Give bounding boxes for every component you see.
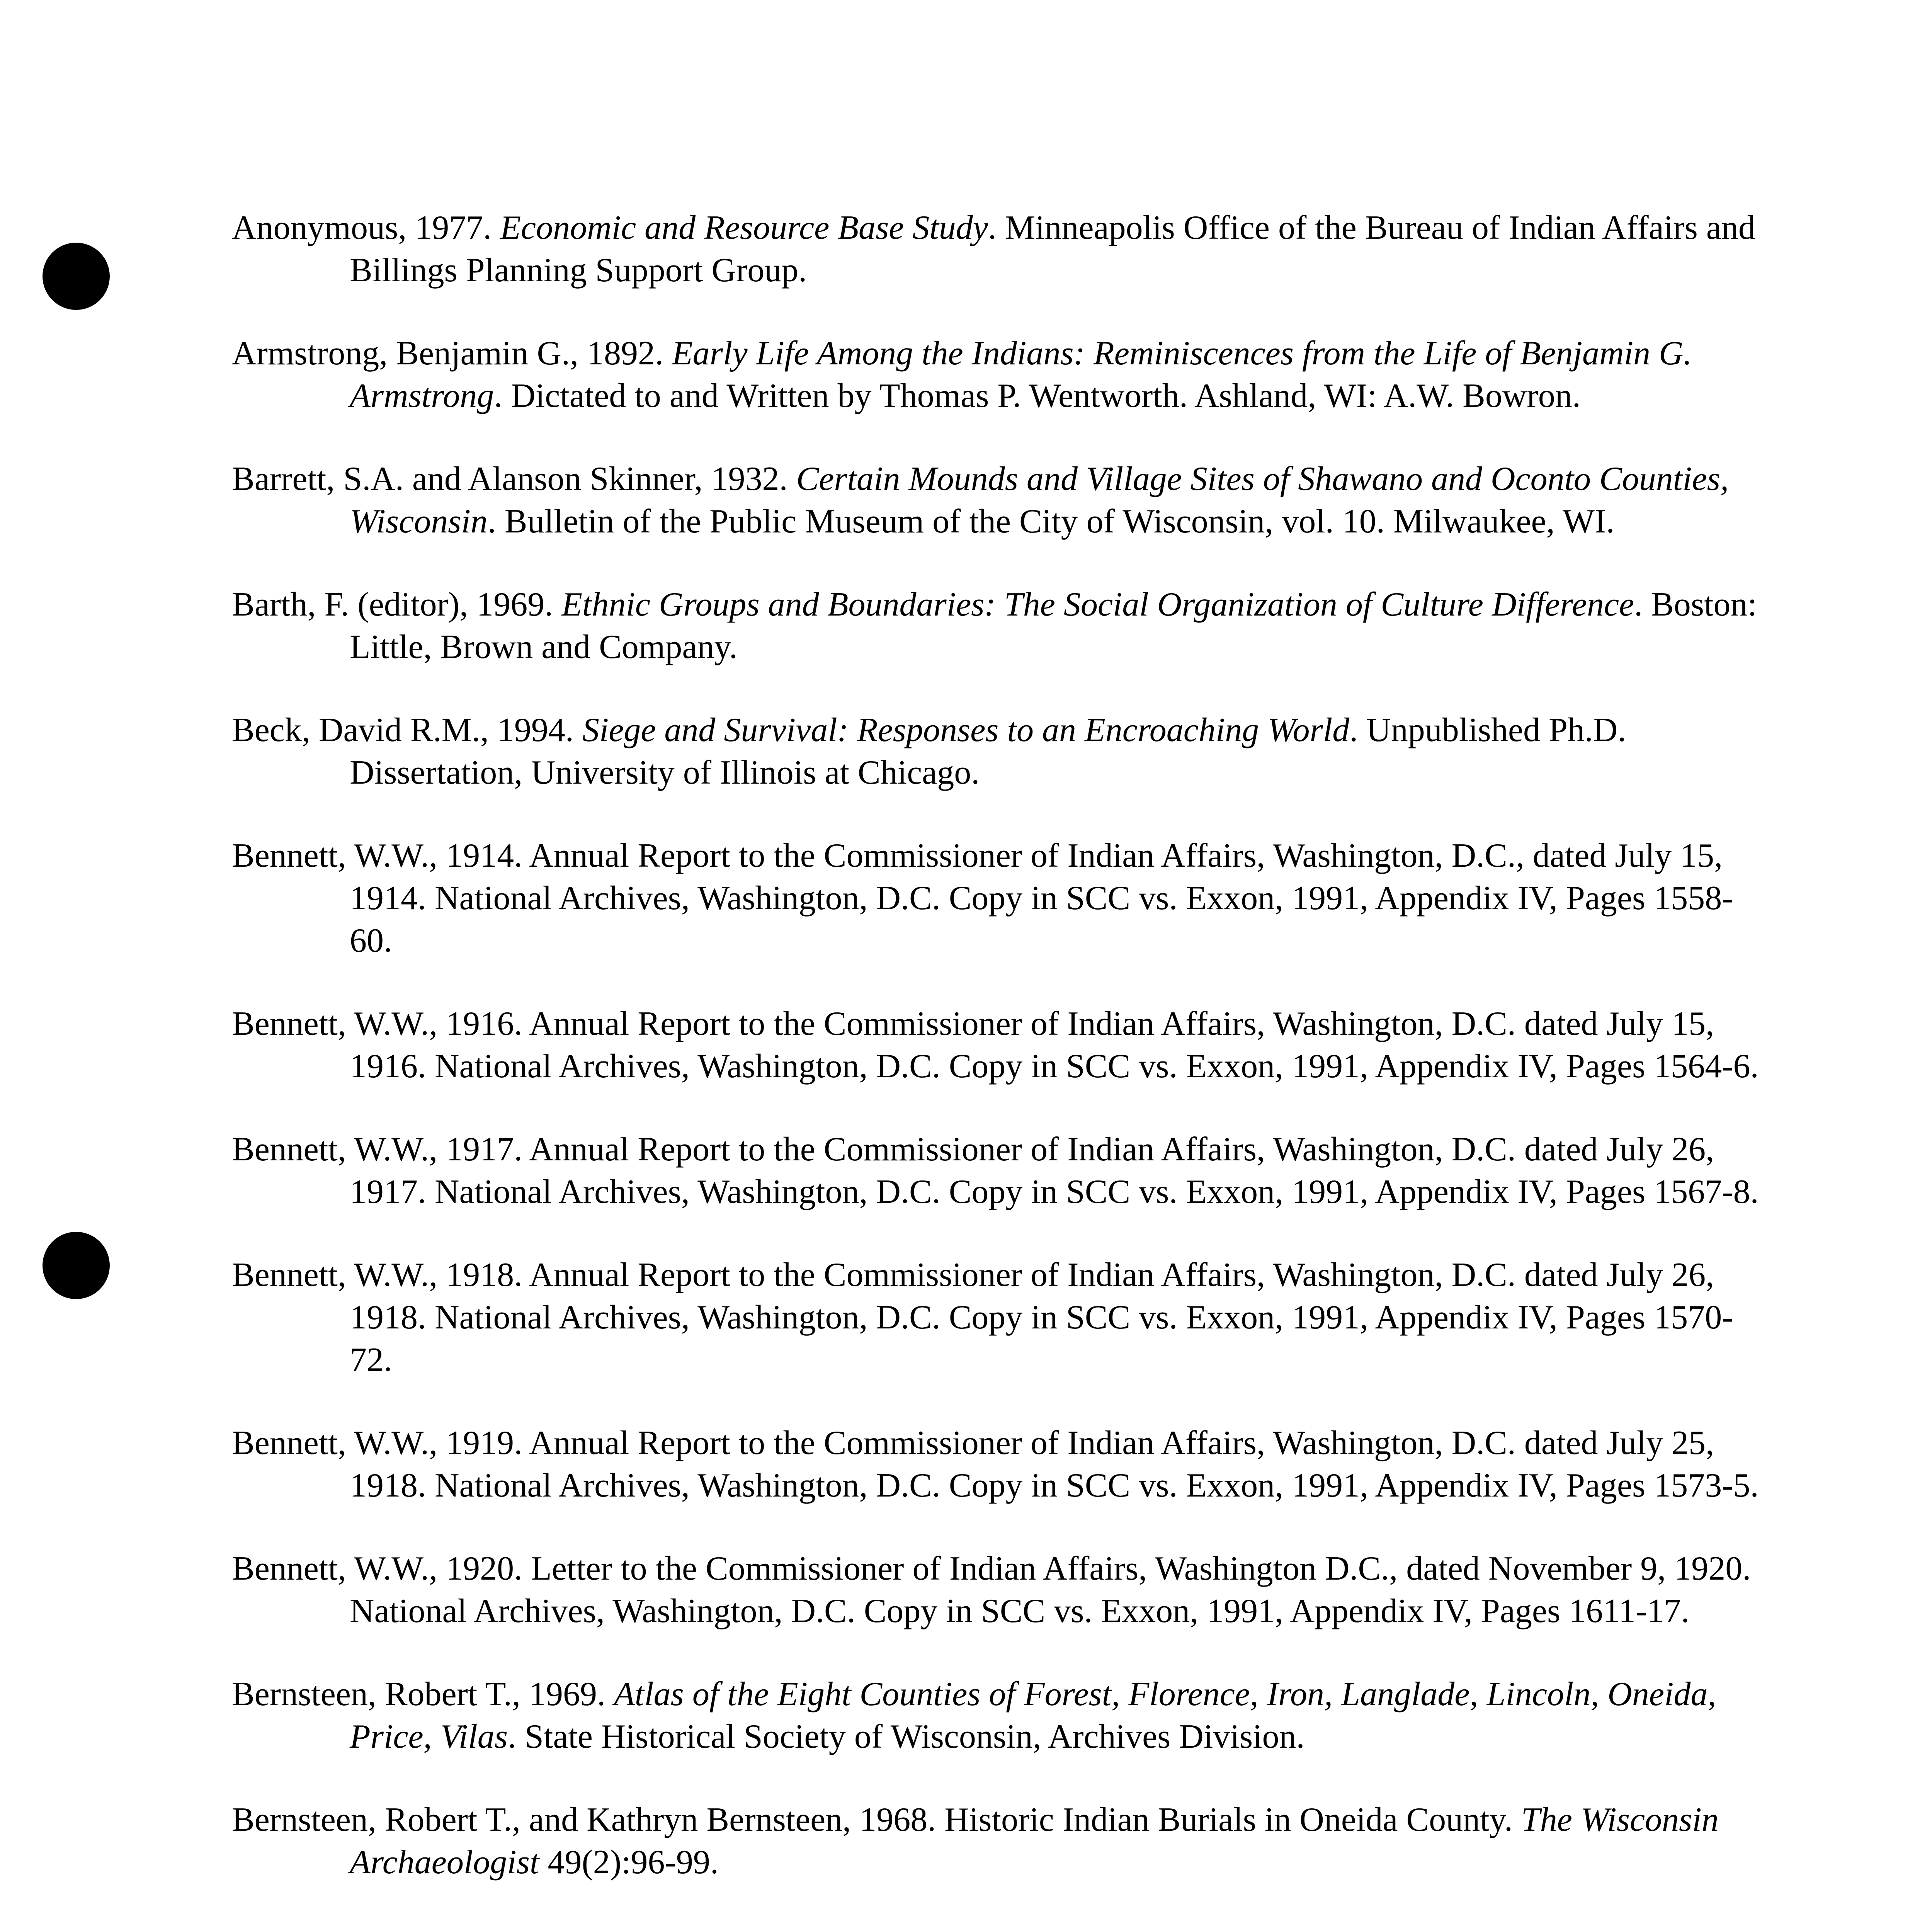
reference-entry: Bennett, W.W., 1917. Annual Report to the Commissioner of Indian Affairs, Washington, D.C. dated July 26, 1917. National Archives, Washington, D.C. Copy in SCC vs. Exxon, 1991, Appendix IV, Pages 1567-8.	[232, 1131, 1759, 1211]
reference-entry: Barth, F. (editor), 1969. Ethnic Groups and Boundaries: The Social Organization of Culture Difference. Boston: Little, Brown and Company.	[232, 586, 1757, 666]
reference-entry: Bennett, W.W., 1914. Annual Report to the Commissioner of Indian Affairs, Washington, D.C., dated July 15, 1914. National Archives, Washington, D.C. Copy in SCC vs. Exxon, 1991, Appendix IV, Pages 1558-60.	[232, 837, 1733, 959]
binder-hole-top	[43, 243, 110, 310]
reference-list	[232, 207, 1762, 1924]
reference-entry: Armstrong, Benjamin G., 1892. Early Life Among the Indians: Reminiscences from the Life of Benjamin G. Armstrong. Dictated to and Written by Thomas P. Wentworth. Ashland, WI: A.W. Bowron.	[232, 335, 1692, 415]
reference-entry: Bennett, W.W., 1918. Annual Report to the Commissioner of Indian Affairs, Washington, D.C. dated July 26, 1918. National Archives, Washington, D.C. Copy in SCC vs. Exxon, 1991, Appendix IV, Pages 1570-72.	[232, 1256, 1733, 1379]
reference-entry: Bennett, W.W., 1916. Annual Report to the Commissioner of Indian Affairs, Washington, D.C. dated July 15, 1916. National Archives, Washington, D.C. Copy in SCC vs. Exxon, 1991, Appendix IV, Pages 1564-6.	[232, 1005, 1759, 1085]
reference-entry: Beck, David R.M., 1994. Siege and Survival: Responses to an Encroaching World. Unpublished Ph.D. Dissertation, University of Illinois at Chicago.	[232, 711, 1626, 791]
reference-entry: Bennett, W.W., 1919. Annual Report to the Commissioner of Indian Affairs, Washington, D.C. dated July 25, 1918. National Archives, Washington, D.C. Copy in SCC vs. Exxon, 1991, Appendix IV, Pages 1573-5.	[232, 1424, 1759, 1504]
reference-entry: Barrett, S.A. and Alanson Skinner, 1932. Certain Mounds and Village Sites of Shawano and Oconto Counties, Wisconsin. Bulletin of the Public Museum of the City of Wisconsin, vol. 10. Milwaukee, WI.	[232, 460, 1729, 540]
binder-hole-middle	[43, 1232, 110, 1299]
reference-entry: Bennett, W.W., 1920. Letter to the Commissioner of Indian Affairs, Washington D.C., dated November 9, 1920. National Archives, Washington, D.C. Copy in SCC vs. Exxon, 1991, Appendix IV, Pages 1611-17.	[232, 1550, 1751, 1630]
reference-entry: Anonymous, 1977. Economic and Resource Base Study. Minneapolis Office of the Bureau of Indian Affairs and Billings Planning Support Group.	[232, 209, 1755, 289]
reference-entry: Bernsteen, Robert T., and Kathryn Bernsteen, 1968. Historic Indian Burials in Oneida County. The Wisconsin Archaeologist 49(2):96-99.	[232, 1801, 1719, 1881]
reference-entry: Bernsteen, Robert T., 1969. Atlas of the Eight Counties of Forest, Florence, Iron, Langlade, Lincoln, Oneida, Price, Vilas. State Historical Society of Wisconsin, Archives Division.	[232, 1675, 1716, 1755]
